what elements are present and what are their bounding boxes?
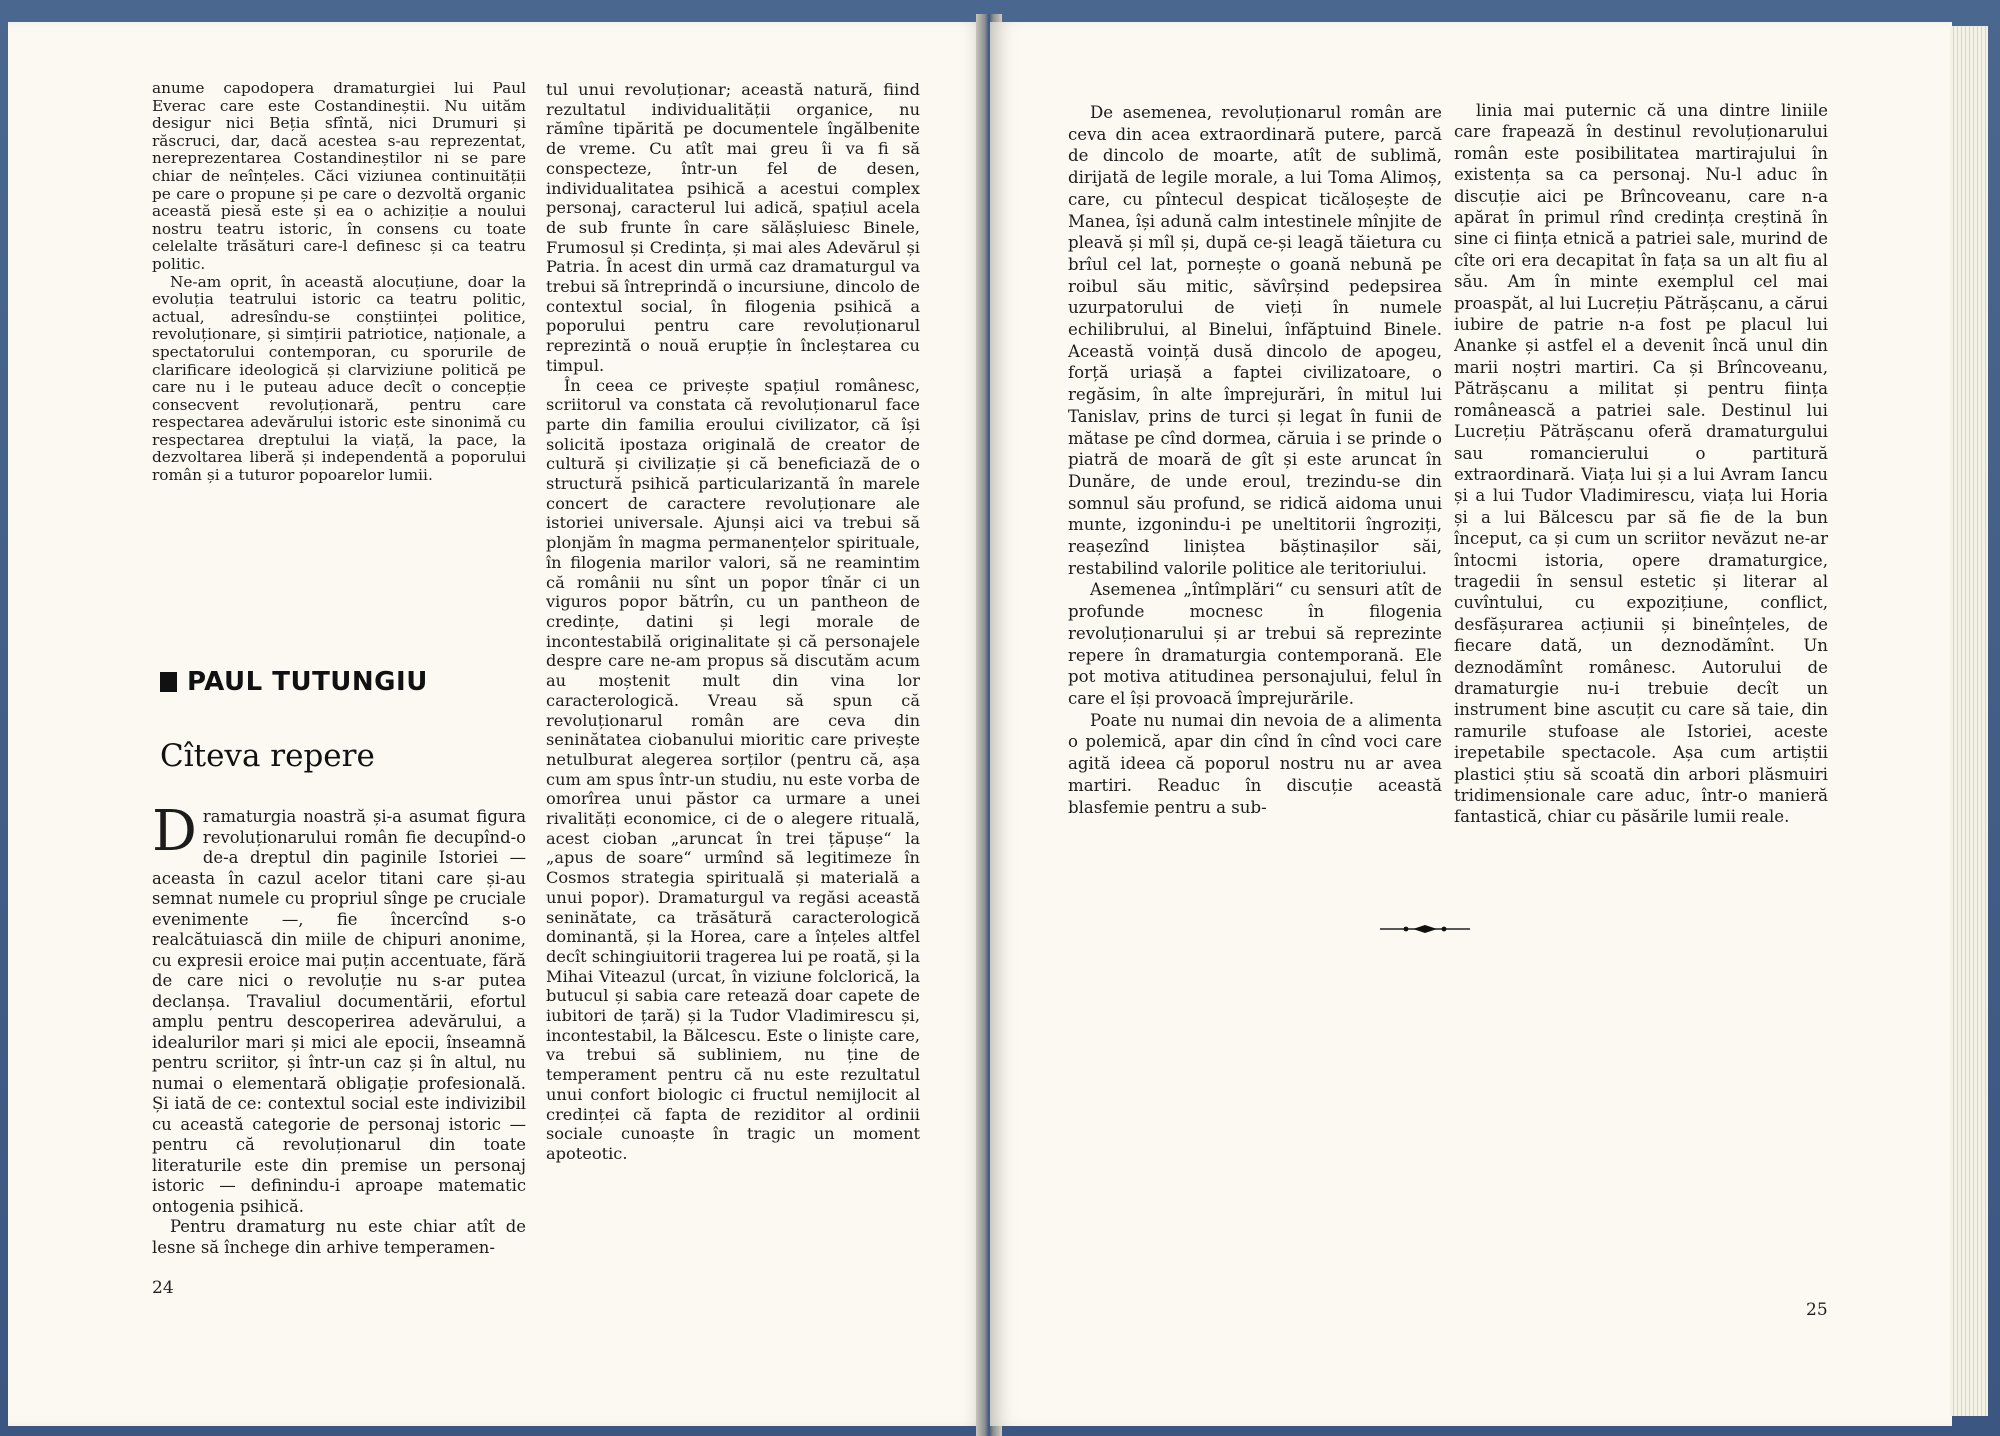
drop-cap: D xyxy=(152,799,197,864)
paragraph: tul unui revoluționar; această natură, fiind rezultatul individualității organice, nu rămîne tipărită pe documentele îngălbenite de vreme. Cu atît mai greu îi va fi să conspecteze, într-un fel de desen, individualitatea psihică a acestui complex personaj, caracterul lui adică, spațiul acela de sub frunte în care sălășluiesc Binele, Frumosul și Credința, și mai ales Adevărul și Patria. În acest din urmă caz dramaturgul va trebui să întreprindă o incursiune, dincolo de contextul social, în filogenia psihică a poporului pentru care revoluționarul reprezintă o nouă erupție în încleștarea cu timpul. xyxy=(546,80,920,375)
paragraph: Pentru dramaturg nu este chiar atît de lesne să închege din arhive temperamen- xyxy=(152,1217,526,1257)
left-page xyxy=(8,22,988,1426)
right-col2 xyxy=(1454,100,1828,828)
left-col1-article xyxy=(152,799,526,1258)
left-col2 xyxy=(546,80,920,1164)
paragraph: anume capodopera dramaturgiei lui Paul Everac care este Costandineștii. Nu uităm desigur nici Beția sfîntă, nici Drumuri și răscruci, dar, dacă acestea s-au reprezentat, nereprezentarea Costandineștilor ni se pare chiar de neînțeles. Căci viziunea continuității pe care o propune și pe care o dezvoltă organic această piesă este și ea o achiziție a noului nostru teatru istoric, în consens cu toate celelalte trăsături care-l definesc și ca teatru politic. xyxy=(152,79,526,273)
right-col1 xyxy=(1068,102,1442,818)
paragraph: Poate nu numai din nevoia de a alimenta o polemică, apar din cînd în cînd voci care agită ideea că poporul nostru nu ar avea martiri. Readuc în discuție această blasfemie pentru a sub- xyxy=(1068,710,1442,817)
article-title: Cîteva repere xyxy=(160,738,375,774)
author-name: PAUL TUTUNGIU xyxy=(160,667,480,697)
paragraph: linia mai puternic că una dintre liniile care frapează în destinul revoluționarului român este posibilitatea martirajului în existența sa ca personaj. Nu-l aduc în discuție aici pe Brîncoveanu, care n-a apărat în primul rînd credința creștină în sine ci ființa etnică a patriei sale, murind de cîte ori era decapitat în fața sa un alt fiu al său. Am în minte exemplul cel mai proaspăt, al lui Lucrețiu Pătrășcanu, a cărui iubire de patrie n-a fost pe placul lui Ananke și astfel el a devenit încă unul din marii noștri martiri. Ca și Brîncoveanu, Pătrășcanu a militat și pentru ființa românească a patriei sale. Destinul lui Lucrețiu Pătrășcanu oferă dramaturgului sau romancierului o partitură extraordinară. Viața lui și a lui Avram Iancu și a lui Tudor Vladimirescu, viața lui Horia și a lui Bălcescu par să fie de la bun început, ca și cum un scriitor nevăzut ne-ar întocmi istoria, opere dramaturgice, tragedii în sensul estetic și literar al cuvîntului, cu expozițiune, conflict, desfășurarea acțiunii și bineînțeles, de fiecare dată, un deznodămînt. Un deznodămînt românesc. Autorului de dramaturgie nu-i trebuie decît un instrument bine ascuțit cu care să taie, din ramurile stufoase ale Istoriei, aceste irepetabile spectacole. Așa cum artiștii plastici știu să scoată din arbori plăsmuiri tridimensionale care aduc, într-o manieră fantastică, chiar cu păsările lumii reale. xyxy=(1454,101,1828,827)
paragraph: Dramaturgia noastră și-a asumat figura revoluționarului român fie decupînd-o de-a dreptul din paginile Istoriei — aceasta în cazul acelor titani care și-au semnat numele cu propriul sînge pe cruciale evenimente —, fie încercînd s-o realcătuiască din miile de chipuri anonime, cu expresii eroice mai puțin accentuate, fără de care nici o revoluție nu s-ar putea declanșa. Travaliul documentării, efortul amplu pentru descoperirea adevărului, a idealurilor mari și mici ale epocii, înseamnă pentru scriitor, și într-un caz și în altul, nu numai o elementară obligație profesională. Și iată de ce: contextul social este indivizibil cu această categorie de personaj istoric — pentru că revoluționarul din toate literaturile este din premise un personaj istoric — definindu-i aproape matematic ontogenia psihică. xyxy=(152,799,526,1216)
square-bullet-icon xyxy=(160,672,177,692)
right-page xyxy=(990,22,1952,1426)
paragraph: Asemenea „întîmplări“ cu sensuri atît de profunde mocnesc în filogenia revoluționarului și ar trebui să reprezinte repere în dramaturgia contemporană. Ele pot motiva atitudinea personajului, felul în care el își provoacă împrejurările. xyxy=(1068,580,1442,708)
paragraph: În ceea ce privește spațiul românesc, scriitorul va constata că revoluționarul face parte din familia eroului civilizator, că își solicită ipostaza originală de creator de cultură și civilizație și că beneficiază de o structură psihică particularizantă în marele concert de caractere revoluționare ale istoriei universale. Ajunși aici va trebui să plonjăm în magma permanențelor spirituale, în filogenia marilor valori, să ne reamintim că românii nu sînt un popor tînăr ci un viguros popor bătrîn, cu un pantheon de credințe, datini și legi morale de incontestabilă originalitate și că personajele despre care ne-am propus să discutăm acum au moștenit mult din vina lor caracterologică. Vreau să spun că revoluționarul român are ceva din seninătatea ciobanului mioritic care privește netulburat alegerea sorților (pentru că, așa cum am spus într-un studiu, nu este vorba de omorîrea unui păstor ca urmare a unei rivalități economice, ci de o alegere rituală, acest cioban „aruncat în trei țăpușe“ la „apus de soare“ urmînd să legitimeze în Cosmos strategia spirituală și materială a unui popor). Dramaturgul va regăsi această seninătate, ca trăsătură caracterologică dominantă, și la Horea, care a înțeles altfel decît schingiuitorii tragerea lui pe roată, și la Mihai Viteazul (urcat, în viziune folclorică, la butucul și sabia care retează doar capete de iubitori de țară) și la Tudor Vladimirescu și, incontestabil, la Bălcescu. Este o liniște care, va trebui să subliniem, nu ține de temperament pentru că nu este rezultatul unui confort biologic ci fructul nemijlocit al credinței că fapta de reziditor al ordinii sociale cunoaște în tragic un moment apoteotic. xyxy=(546,375,920,1163)
left-col1-top xyxy=(152,80,526,485)
page-number: 24 xyxy=(152,1278,174,1298)
paragraph: De asemenea, revoluționarul român are ceva din acea extraordinară putere, parcă de dincolo de moarte, atît de sublimă, dirijată de legile morale, a lui Toma Alimoș, care, cu pîntecul despicat ticăloșește de Manea, își adună calm intestinele mînjite de pleavă și mîl și, după ce-și leagă tăietura cu brîul cel lat, pornește o goană nebună pe roibul său mitic, săvîrșind pedepsirea uzurpatorului de vieți în numele echilibrului, al Binelui, înfăptuind Binele. Această voință dusă dincolo de apogeu, forță uriașă a faptei civilizatoare, o regăsim, în alte împrejurări, în mitul lui Tanislav, prins de turci și legat în funii de mătase pe cînd dormea, căruia i se prinde o piatră de moară de gît și este aruncat în Dunăre, de unde eroul, trezindu-se din somnul său profund, se ridică aidoma unui munte, izgonindu-i pe uneltitorii îngroziți, reașezînd liniștea băștinașilor săi, restabilind valorile politice ale teritoriului. xyxy=(1068,103,1442,578)
ornament-divider xyxy=(1380,924,1470,934)
page-number: 25 xyxy=(1806,1300,1828,1320)
page-edges xyxy=(1950,26,1988,1416)
paragraph: Ne-am oprit, în această alocuțiune, doar la evoluția teatrului istoric ca teatru politic, actual, adresîndu-se conștiinței politice, revoluționare, și simțirii patriotice, naționale, a spectatorului contemporan, cu sporurile de clarificare ideologică și clarviziune politică pe care nu i le puteau aduce decît o concepție consecvent revoluționară, pentru care respectarea adevărului istoric este sinonimă cu respectarea dreptului la viață, la pace, la dezvoltarea liberă și independentă a poporului român și a tuturor popoarelor lumii. xyxy=(152,272,526,485)
